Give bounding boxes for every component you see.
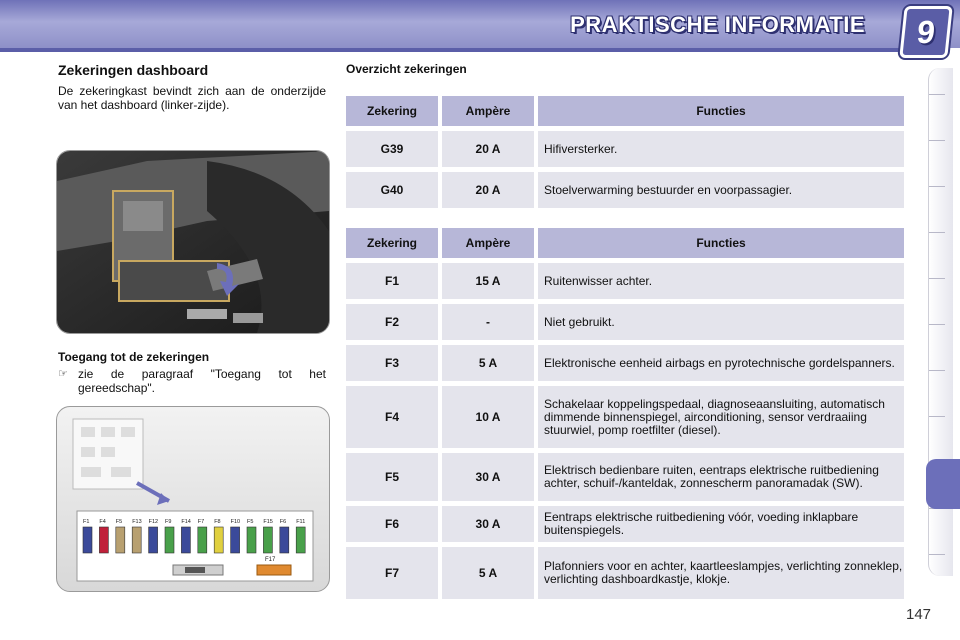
tab-divider (929, 186, 945, 187)
table-header-row (346, 96, 904, 126)
fuse-function: Ruitenwisser achter. (538, 263, 904, 299)
fuse-function: Plafonniers voor en achter, kaartleeslampjes, verlichting zonneklep, verlichting dashboardkastje, klokje. (538, 547, 904, 599)
page-title: PRAKTISCHE INFORMATIE (570, 12, 865, 37)
column-header: Zekering (346, 228, 438, 258)
tab-divider (929, 278, 945, 279)
fuse-label: F7 (197, 519, 205, 525)
table-row (346, 453, 904, 501)
tab-divider (929, 370, 945, 371)
fuse-slot (99, 527, 108, 553)
fuse-slot (83, 527, 92, 553)
chapter-number: 9 (915, 14, 937, 50)
access-title: Toegang tot de zekeringen (58, 350, 210, 364)
fuse-amperage: 30 A (442, 453, 534, 501)
fuse-slot (231, 527, 240, 553)
fuse-label: F10 (230, 519, 241, 525)
column-header: Functies (538, 228, 904, 258)
fuse-amperage: 5 A (442, 547, 534, 599)
tab-divider (929, 232, 945, 233)
fuse-label: F9 (165, 519, 172, 525)
page-number: 147 (906, 606, 932, 623)
fuse-amperage: 15 A (442, 263, 534, 299)
fuse-slot (280, 527, 289, 553)
dashboard-illustration (57, 151, 329, 333)
access-instruction (58, 367, 326, 395)
fuse-id: F1 (346, 263, 438, 299)
fuse-label: F6 (279, 519, 287, 525)
fuse-slot (149, 527, 158, 553)
relay-label: F17 (265, 557, 276, 563)
table-row (346, 131, 904, 167)
fuse-table-f (346, 228, 904, 602)
overview-title: Overzicht zekeringen (346, 62, 467, 76)
fuse-label: F13 (132, 519, 142, 525)
fuse-slot (132, 527, 141, 553)
fuse-function: Elektrisch bedienbare ruiten, eentraps elektrische ruitbediening achter, schuif-/kanteldak, zonnescherm panoramadak (SW). (538, 453, 904, 501)
fuse-function: Schakelaar koppelingspedaal, diagnoseaansluiting, automatisch dimmende binnenspiegel, airconditioning, sensor verdraaiing stuurwiel, pomp roetfilter (diesel). (538, 386, 904, 448)
table-header-row (346, 228, 904, 258)
fusebox-illustration (57, 407, 329, 591)
fuse-amperage: - (442, 304, 534, 340)
table-row (346, 547, 904, 599)
fuse-amperage: 20 A (442, 172, 534, 208)
fuse-slot (116, 527, 125, 553)
fuse-function: Elektronische eenheid airbags en pyrotechnische gordelspanners. (538, 345, 904, 381)
fuse-slot (247, 527, 256, 553)
table-row (346, 172, 904, 208)
fuse-slot (165, 527, 174, 553)
chapter-badge (899, 6, 952, 58)
table-row (346, 386, 904, 448)
fuse-function: Hifiversterker. (538, 131, 904, 167)
header-rule (0, 48, 905, 52)
active-chapter-tab[interactable] (926, 459, 960, 509)
fuse-label: F5 (115, 519, 123, 525)
table-row (346, 345, 904, 381)
tab-divider (929, 94, 945, 95)
fuse-id: F2 (346, 304, 438, 340)
section-title: Zekeringen dashboard (58, 62, 209, 78)
fuse-slot (214, 527, 223, 553)
fuse-slot (198, 527, 207, 553)
fuse-id: F5 (346, 453, 438, 501)
fuse-slot (296, 527, 305, 553)
column-header: Zekering (346, 96, 438, 126)
fuse-label: F11 (296, 519, 306, 525)
fuse-id: F6 (346, 506, 438, 542)
fuse-label: F1 (83, 519, 90, 525)
fuse-label: F4 (99, 519, 106, 525)
access-text: zie de paragraaf "Toegang tot het gereedschap". (78, 367, 326, 395)
column-header: Ampère (442, 96, 534, 126)
column-header: Functies (538, 96, 904, 126)
tab-divider (929, 416, 945, 417)
table-row (346, 263, 904, 299)
fusebox-diagram (56, 406, 330, 592)
fuse-amperage: 20 A (442, 131, 534, 167)
table-row (346, 304, 904, 340)
tab-divider (929, 140, 945, 141)
fuse-label: F15 (263, 519, 273, 525)
fuse-slot (181, 527, 190, 553)
tab-divider (929, 554, 945, 555)
fuse-function: Eentraps elektrische ruitbediening vóór, voeding inklapbare buitenspiegels. (538, 506, 904, 542)
fuse-function: Stoelverwarming bestuurder en voorpassagier. (538, 172, 904, 208)
fuse-label: F14 (181, 519, 191, 525)
fuse-table-g (346, 96, 904, 212)
fuse-amperage: 30 A (442, 506, 534, 542)
pointing-hand-icon: ☞ (58, 368, 68, 380)
fuse-amperage: 5 A (442, 345, 534, 381)
fuse-id: G39 (346, 131, 438, 167)
fuse-amperage: 10 A (442, 386, 534, 448)
fuse-function: Niet gebruikt. (538, 304, 904, 340)
column-header: Ampère (442, 228, 534, 258)
fuse-id: F7 (346, 547, 438, 599)
fuse-label: F5 (247, 519, 254, 525)
section-intro: De zekeringkast bevindt zich aan de onderzijde van het dashboard (linker-zijde). (58, 84, 326, 112)
fuse-id: G40 (346, 172, 438, 208)
tab-divider (929, 324, 945, 325)
fuse-slot (263, 527, 272, 553)
fuse-id: F3 (346, 345, 438, 381)
fuse-id: F4 (346, 386, 438, 448)
fuse-label: F12 (148, 519, 159, 525)
fuse-label: F8 (214, 519, 221, 525)
dashboard-photo (56, 150, 330, 334)
table-row (346, 506, 904, 542)
